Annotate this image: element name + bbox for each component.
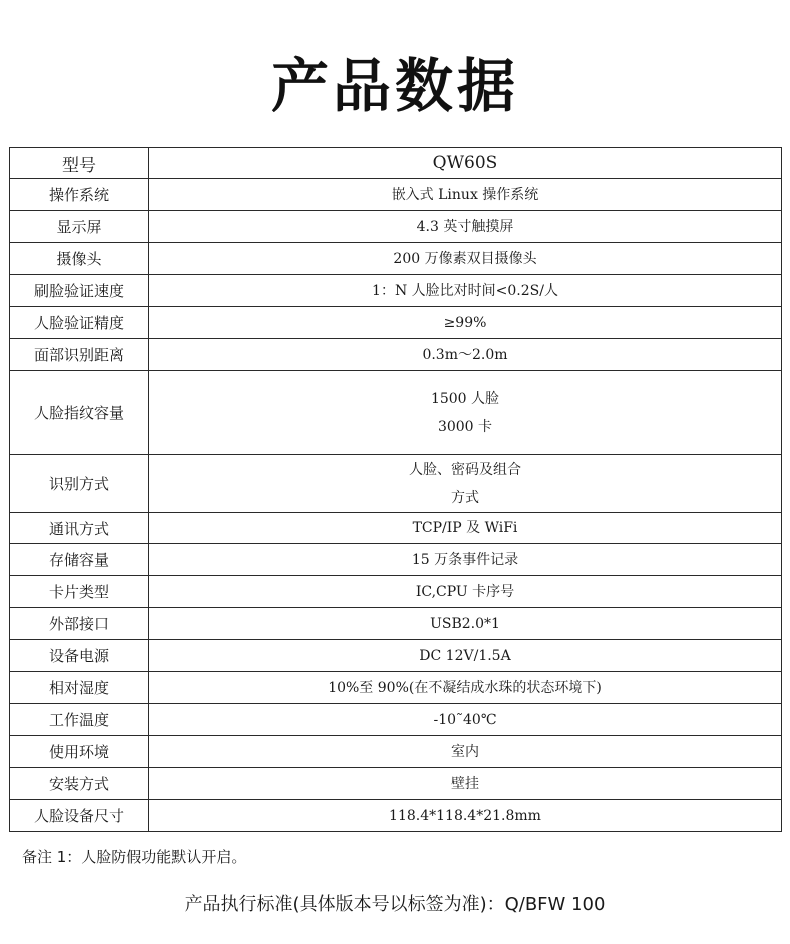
spec-value: [149, 339, 782, 371]
spec-value: [149, 371, 782, 455]
spec-row: [10, 768, 782, 800]
spec-row: [10, 307, 782, 339]
spec-label: 卡片类型: [10, 576, 149, 608]
spec-label: 人脸设备尺寸: [10, 800, 149, 832]
spec-label: 操作系统: [10, 179, 149, 211]
spec-row: [10, 576, 782, 608]
spec-value-line: 118.4*118.4*21.8mm: [389, 807, 541, 824]
spec-row: [10, 148, 782, 179]
spec-label: 摄像头: [10, 243, 149, 275]
spec-label: 人脸验证精度: [10, 307, 149, 339]
spec-label: 人脸指纹容量: [10, 371, 149, 455]
spec-row: [10, 736, 782, 768]
spec-value-line: 方式: [451, 489, 479, 506]
spec-label: 识别方式: [10, 455, 149, 513]
spec-value-line: 人脸、密码及组合: [409, 461, 521, 478]
spec-value: [149, 672, 782, 704]
spec-value: [149, 576, 782, 608]
spec-label: 外部接口: [10, 608, 149, 640]
spec-label: 存储容量: [10, 544, 149, 576]
spec-value-line: ≥99%: [443, 314, 487, 331]
spec-label: 相对湿度: [10, 672, 149, 704]
spec-value-line: USB2.0*1: [430, 615, 500, 632]
spec-value: [149, 704, 782, 736]
spec-value: [149, 736, 782, 768]
spec-value-line: 200 万像素双目摄像头: [393, 250, 537, 267]
spec-value: [149, 640, 782, 672]
spec-value: [149, 211, 782, 243]
spec-row: [10, 704, 782, 736]
spec-value: [149, 544, 782, 576]
spec-value-line: 1500 人脸: [430, 390, 500, 407]
spec-value: [149, 243, 782, 275]
spec-value-line: 室内: [451, 743, 479, 760]
spec-row: [10, 455, 782, 513]
footnote: 备注 1：人脸防假功能默认开启。: [22, 848, 247, 866]
spec-value: [149, 148, 782, 179]
spec-value-line: 3000 卡: [437, 418, 493, 435]
spec-row: [10, 672, 782, 704]
spec-label: 刷脸验证速度: [10, 275, 149, 307]
spec-row: [10, 339, 782, 371]
spec-value-line: TCP/IP 及 WiFi: [412, 520, 518, 536]
spec-value: [149, 307, 782, 339]
spec-value-line: 4.3 英寸触摸屏: [416, 218, 514, 235]
spec-table: [9, 147, 782, 832]
spec-value: [149, 455, 782, 513]
spec-row: [10, 275, 782, 307]
spec-row: [10, 608, 782, 640]
page-title: 产品数据: [270, 52, 519, 120]
spec-value-line: 1：N 人脸比对时间<0.2S/人: [372, 282, 558, 299]
spec-label: 显示屏: [10, 211, 149, 243]
spec-row: [10, 211, 782, 243]
spec-label: 型号: [10, 148, 149, 179]
spec-row: [10, 371, 782, 455]
spec-value: [149, 768, 782, 800]
spec-value-line: 0.3m～2.0m: [422, 346, 508, 363]
spec-value-line: 壁挂: [451, 775, 479, 792]
spec-row: [10, 179, 782, 211]
spec-value-line: 15 万条事件记录: [411, 551, 519, 568]
spec-value: [149, 275, 782, 307]
spec-label: 通讯方式: [10, 513, 149, 544]
spec-label: 使用环境: [10, 736, 149, 768]
spec-label: 设备电源: [10, 640, 149, 672]
spec-row: [10, 243, 782, 275]
spec-label: 工作温度: [10, 704, 149, 736]
spec-value-line: -10˜40℃: [433, 711, 497, 728]
spec-row: [10, 544, 782, 576]
spec-row: [10, 513, 782, 544]
spec-value-line: QW60S: [432, 153, 498, 173]
product-standard: 产品执行标准(具体版本号以标签为准)：Q/BFW 100: [184, 894, 606, 915]
spec-label: 安装方式: [10, 768, 149, 800]
spec-label: 面部识别距离: [10, 339, 149, 371]
spec-value-line: IC,CPU 卡序号: [415, 583, 515, 600]
spec-value: [149, 608, 782, 640]
spec-value: [149, 513, 782, 544]
spec-table-body: [10, 148, 782, 832]
spec-value: [149, 179, 782, 211]
spec-value-line: DC 12V/1.5A: [419, 647, 511, 664]
spec-value-line: 10%至 90%(在不凝结成水珠的状态环境下): [328, 679, 602, 696]
spec-row: [10, 640, 782, 672]
spec-value: [149, 800, 782, 832]
spec-row: [10, 800, 782, 832]
spec-value-line: 嵌入式 Linux 操作系统: [391, 186, 539, 203]
